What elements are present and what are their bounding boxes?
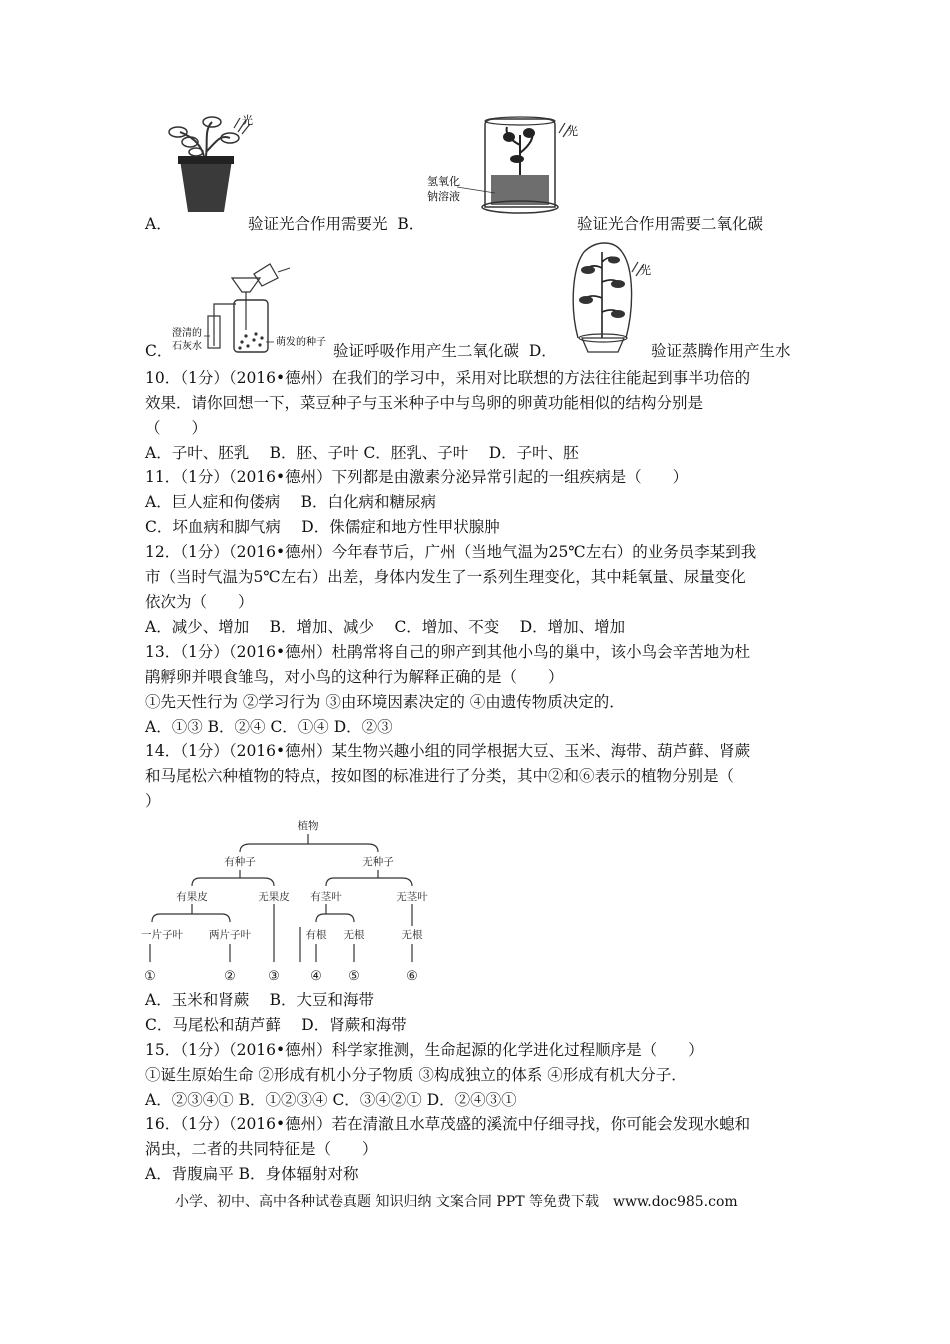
tree-node-2: ② — [224, 969, 236, 984]
q16-line-1: 16．（1分）（2016•德州）若在清澈且水草茂盛的溪流中仔细寻找，你可能会发现水螅和 — [145, 1115, 751, 1133]
q14-line-3: ） — [145, 792, 161, 810]
tree-no-seeds-label: 无种子 — [362, 856, 394, 868]
q15-line-2: ①诞生原始生命 ②形成有机小分子物质 ③构成独立的体系 ④形成有机大分子． — [145, 1066, 687, 1084]
fig-b-solution-label-2: 钠溶液 — [427, 190, 460, 203]
fig-c-limewater-label-1: 澄清的 — [172, 328, 202, 339]
q12-line-1: 12．（1分）（2016•德州）今年春节后，广州（当地气温为25℃左右）的业务员李某到我 — [145, 543, 757, 561]
q9-option-c-text — [333, 341, 557, 361]
tree-has-pericarp-label: 有果皮 — [176, 891, 208, 903]
q14-line-2: 和马尾松六种植物的特点，按如图的标准进行了分类，其中②和⑥表示的植物分别是（ — [145, 767, 735, 785]
figure-bell-jar-naoh — [425, 115, 585, 220]
figure-respiration-apparatus — [170, 260, 340, 355]
q10-options: A．子叶、胚乳 B．胚、子叶 C．胚乳、子叶 D．子叶、胚 — [145, 444, 579, 462]
fig-d-light-label: 光 — [640, 264, 651, 277]
q11-line-1: 11．（1分）（2016•德州）下列都是由激素分泌异常引起的一组疾病是（ ） — [145, 468, 689, 486]
q10-line-3: （ ） — [145, 419, 208, 437]
tree-no-root-2-label: 无根 — [401, 929, 423, 941]
fig-a-light-label: 光 — [242, 114, 253, 127]
tree-no-pericarp-label: 无果皮 — [258, 891, 290, 903]
classification-tree-diagram — [140, 812, 440, 987]
q15-line-1: 15．（1分）（2016•德州）科学家推测，生命起源的化学进化过程顺序是（ ） — [145, 1041, 704, 1059]
q9-option-a-text — [248, 214, 424, 234]
tree-node-4: ④ — [310, 969, 322, 984]
q14-line-1: 14．（1分）（2016•德州）某生物兴趣小组的同学根据大豆、玉米、海带、葫芦藓、肾蕨 — [145, 742, 751, 760]
tree-one-cotyledon-label: 一片子叶 — [141, 929, 183, 941]
q15-options: A．②③④① B．①②③④ C．③④②① D．②④③① — [145, 1091, 517, 1109]
tree-has-root-label: 有根 — [305, 929, 327, 941]
tree-root-label: 植物 — [297, 820, 319, 832]
q9-option-a-label: A． — [145, 215, 172, 233]
fig-c-seeds-label: 萌发的种子 — [276, 337, 326, 348]
q12-options: A．减少、增加 B．增加、减少 C．增加、不变 D．增加、增加 — [145, 618, 626, 636]
q11-options-1: A．巨人症和佝偻病 B．白化病和糖尿病 — [145, 493, 437, 511]
fig-b-light-label: 光 — [567, 125, 578, 138]
q13-line-2: 鹃孵卵并喂食雏鸟，对小鸟的这种行为解释正确的是（ ） — [145, 668, 564, 686]
q12-line-2: 市（当时气温为5℃左右）出差，身体内发生了一系列生理变化，其中耗氧量、尿量变化 — [145, 568, 746, 586]
q9-option-b-label: B． — [397, 215, 425, 233]
q9-option-c-label: C． — [145, 342, 173, 360]
tree-has-stem-leaf-label: 有茎叶 — [310, 891, 342, 903]
q14-options-2: C．马尾松和葫芦藓 D．肾蕨和海带 — [145, 1016, 407, 1034]
fig-c-limewater-label-2: 石灰水 — [172, 341, 202, 352]
q9-option-a-desc: 验证光合作用需要光 — [248, 215, 388, 233]
tree-node-6: ⑥ — [406, 969, 418, 984]
tree-node-3: ③ — [268, 969, 280, 984]
figure-bagged-plant — [568, 238, 658, 358]
q9-option-c-desc: 验证呼吸作用产生二氧化碳 — [333, 342, 520, 360]
tree-two-cotyledons-label: 两片子叶 — [209, 929, 251, 941]
fig-b-solution-label-1: 氢氧化 — [427, 175, 460, 188]
page-footer: 小学、初中、高中各种试卷真题 知识归纳 文案合同 PPT 等免费下载 www.doc985.com — [175, 1194, 738, 1210]
tree-no-root-label: 无根 — [343, 929, 365, 941]
tree-node-5: ⑤ — [348, 969, 360, 984]
q9-option-b-text: 验证光合作用需要二氧化碳 — [577, 215, 764, 233]
q11-options-2: C．坏血病和脚气病 D．侏儒症和地方性甲状腺肿 — [145, 518, 500, 536]
tree-no-stem-leaf-label: 无茎叶 — [396, 891, 428, 903]
figure-potted-plant — [160, 112, 255, 217]
q14-options-1: A．玉米和肾蕨 B．大豆和海带 — [145, 991, 375, 1009]
q10-line-1: 10．（1分）（2016•德州）在我们的学习中，采用对比联想的方法往往能起到事半功倍的 — [145, 369, 751, 387]
q16-options: A．背腹扁平 B．身体辐射对称 — [145, 1165, 359, 1183]
q13-line-3: ①先天性行为 ②学习行为 ③由环境因素决定的 ④由遗传物质决定的． — [145, 693, 625, 711]
q13-line-1: 13．（1分）（2016•德州）杜鹃常将自己的卵产到其他小鸟的巢中，该小鸟会辛苦地为杜 — [145, 643, 751, 661]
q9-option-d-text: 验证蒸腾作用产生水 — [651, 342, 791, 360]
tree-has-seeds-label: 有种子 — [224, 856, 256, 868]
q9-option-d-label: D． — [528, 342, 557, 360]
q13-options: A．①③ B．②④ C．①④ D．②③ — [145, 718, 393, 736]
q16-line-2: 涡虫，二者的共同特征是（ ） — [145, 1140, 378, 1158]
q10-line-2: 效果．请你回想一下，菜豆种子与玉米种子中与鸟卵的卵黄功能相似的结构分别是 — [145, 394, 704, 412]
tree-node-1: ① — [144, 969, 156, 984]
q12-line-3: 依次为（ ） — [145, 593, 254, 611]
